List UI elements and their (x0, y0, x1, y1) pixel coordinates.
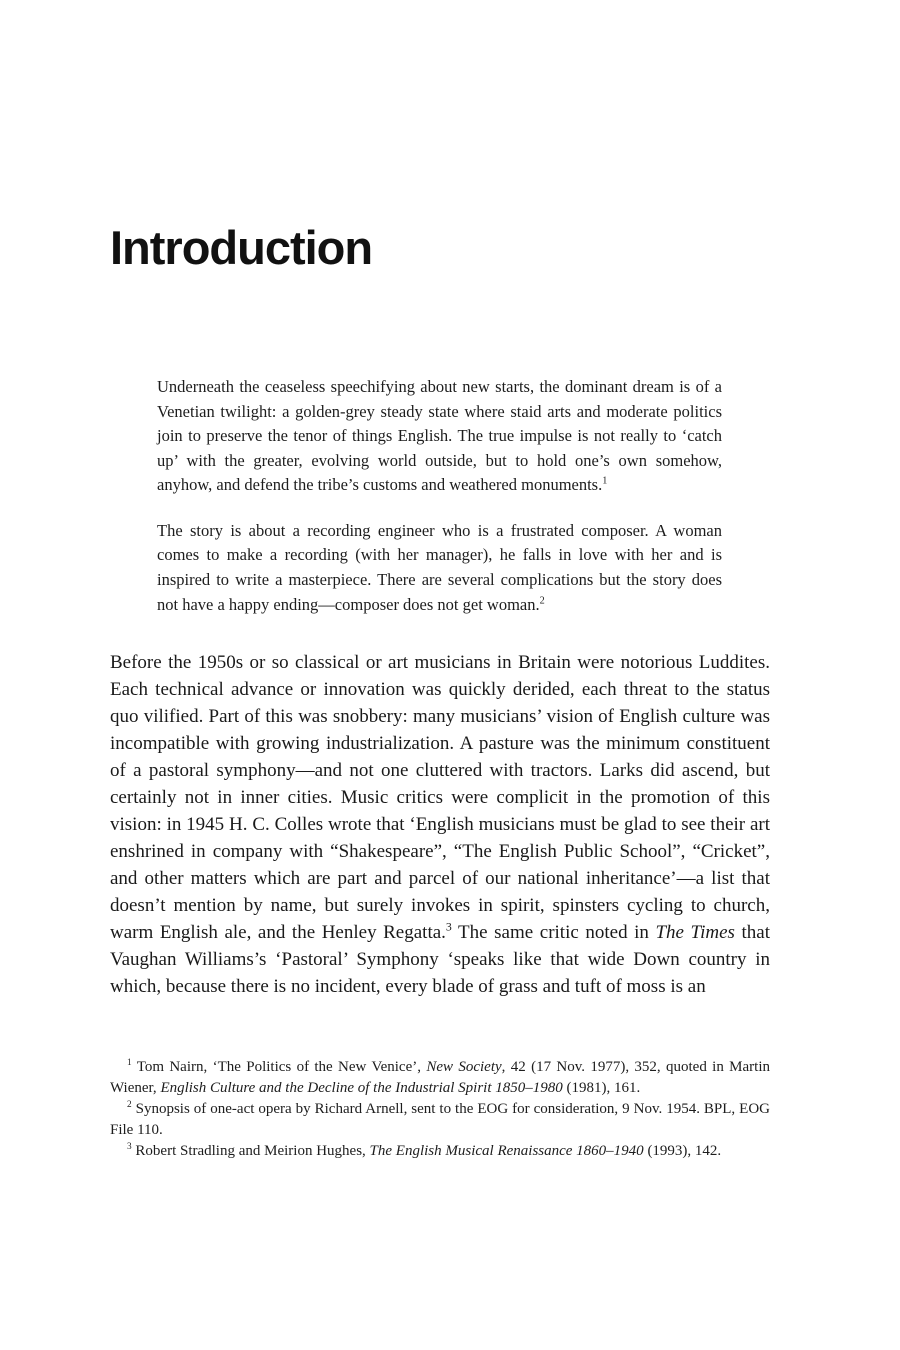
footnote-marker: 3 (127, 1141, 132, 1152)
footnote-marker: 1 (127, 1057, 132, 1068)
text-segment: New Society (426, 1058, 502, 1075)
footnote-marker: 2 (127, 1099, 132, 1110)
footnote-marker: 2 (539, 595, 545, 607)
text-segment: Tom Nairn, ‘The Politics of the New Venice’, (131, 1058, 427, 1075)
text-segment: Before the 1950s or so classical or art musicians in Britain were notorious Luddites. Each technical advance or innovation was quickly derided, each threat to the status quo vilified. Part of this was snobbery: many musicians’ vision of English culture was incompatible with growing industrialization. A pasture was the minimum constituent of a pastoral symphony—and not one cluttered with tractors. Larks did ascend, but certainly not in inner cities. Music critics were complicit in the promotion of this vision: in 1945 H. C. Colles wrote that ‘English musicians must be glad to see their art enshrined in company with “Shakespeare”, “The English Public School”, “Cricket”, and other matters which are part and parcel of our national inheritance’—a list that doesn’t mention by name, but surely invokes in spirit, spinsters cycling to church, warm English ale, and the Henley Regatta. (110, 652, 770, 943)
footnote-1 (110, 1057, 770, 1099)
body-paragraph (110, 650, 770, 1001)
text-segment: The English Musical Renaissance 1860–1940 (369, 1142, 644, 1159)
text-segment: that Vaughan Williams’s ‘Pastoral’ Symphony ‘speaks like that wide Down country in which, because there is no incident, every blade of grass and tuft of moss is an (110, 921, 770, 997)
text-segment: (1981), 161. (562, 1079, 641, 1096)
footnote-3 (110, 1141, 770, 1162)
text-segment: Underneath the ceaseless speechifying about new starts, the dominant dream is of a Venetian twilight: a golden-grey steady state where staid arts and moderate politics join to preserve the tenor of things English. The true impulse is not really to ‘catch up’ with the greater, evolving world outside, but to hold one’s own somehow, anyhow, and defend the tribe’s customs and weathered monuments. (157, 377, 722, 495)
text-segment: , 42 (17 Nov. 1977), 352, quoted in Martin Wiener, (110, 1058, 770, 1096)
text-segment: The story is about a recording engineer who is a frustrated composer. A woman comes to make a recording (with her manager), he falls in love with her and is inspired to write a masterpiece. There are several complications but the story does not have a happy ending—composer does not get woman. (157, 520, 722, 614)
text-segment: The same critic noted in (451, 921, 656, 943)
text-segment: Synopsis of one-act opera by Richard Arnell, sent to the EOG for consideration, 9 Nov. 1954. BPL, EOG File 110. (110, 1100, 770, 1138)
text-segment: (1993), 142. (643, 1142, 722, 1159)
text-segment: The Times (655, 921, 735, 943)
epigraph-quotes (110, 375, 770, 617)
footnote-marker: 3 (445, 920, 452, 934)
text-segment: English Culture and the Decline of the Industrial Spirit 1850–1980 (160, 1079, 563, 1096)
footnote-2 (110, 1099, 770, 1141)
footnote-marker: 1 (602, 475, 608, 487)
footnotes-section (110, 1057, 770, 1162)
text-segment: Robert Stradling and Meirion Hughes, (131, 1142, 370, 1159)
chapter-title: Introduction (110, 221, 373, 274)
block-quote-2 (157, 519, 722, 617)
block-quote-1 (157, 375, 722, 498)
